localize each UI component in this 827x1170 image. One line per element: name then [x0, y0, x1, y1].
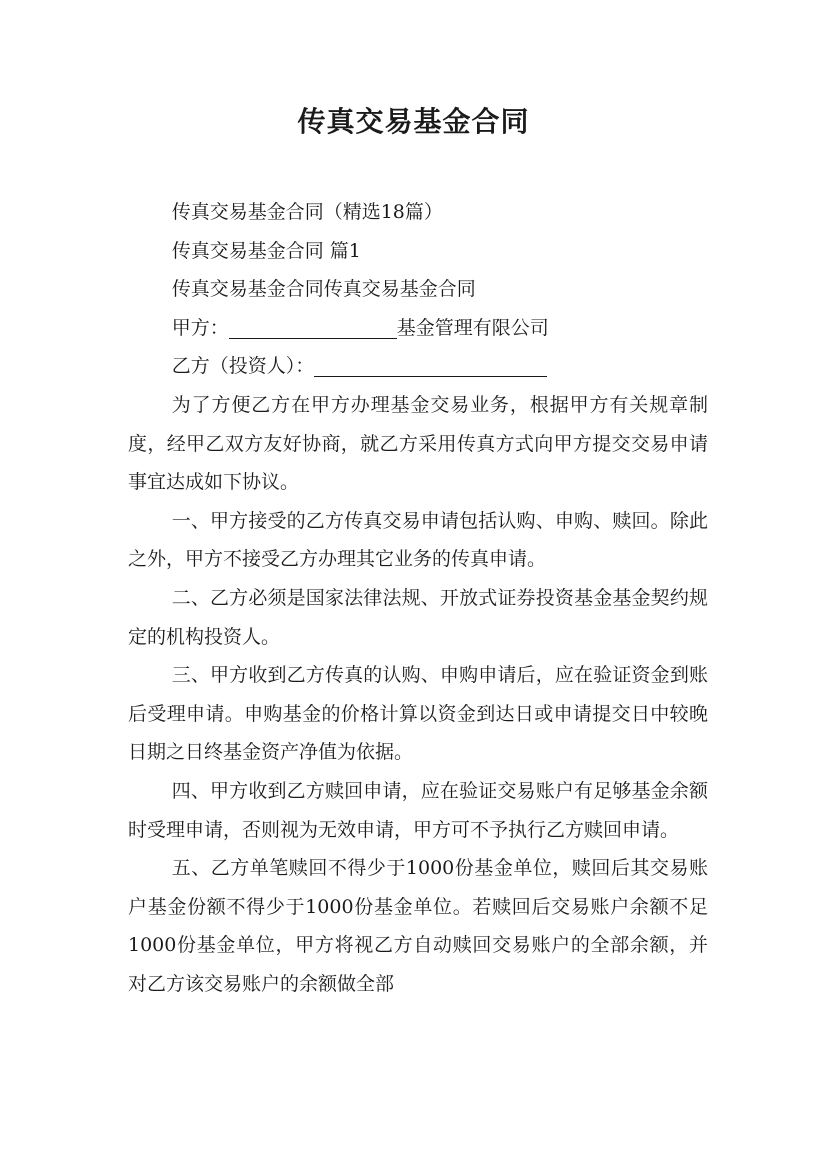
- clause-4: 四、甲方收到乙方赎回申请，应在验证交易账户有足够基金余额时受理申请，否则视为无效申请，甲方可不予执行乙方赎回申请。: [128, 779, 708, 841]
- clause-1: 一、甲方接受的乙方传真交易申请包括认购、申购、赎回。除此之外，甲方不接受乙方办理其它业务的传真申请。: [128, 509, 708, 571]
- party-a-suffix: 基金管理有限公司: [396, 316, 549, 339]
- chapter-line: 传真交易基金合同 篇1: [171, 239, 361, 262]
- clause-3: 三、甲方收到乙方传真的认购、申购申请后，应在验证资金到账后受理申请。申购基金的价格计算以资金到达日或申请提交日中较晚日期之日终基金资产净值为依据。: [128, 664, 708, 764]
- party-a-line: [128, 309, 708, 348]
- document-body: [128, 193, 708, 1003]
- party-b-label: 乙方（投资人）：: [171, 355, 315, 378]
- intro-paragraph: 为了方便乙方在甲方办理基金交易业务，根据甲方有关规章制度，经甲乙双方友好协商，就乙方采用传真方式向甲方提交交易申请事宜达成如下协议。: [128, 393, 708, 494]
- clause-2: 二、乙方必须是国家法律法规、开放式证券投资基金基金契约规定的机构投资人。: [128, 586, 708, 648]
- party-b-blank: [314, 356, 547, 377]
- party-a-blank: [229, 318, 397, 339]
- party-a-label: 甲方：: [171, 316, 229, 339]
- party-b-line: [128, 347, 708, 386]
- clause-5: 五、乙方单笔赎回不得少于1000份基金单位，赎回后其交易账户基金份额不得少于1000份基金单位。若赎回后交易账户余额不足1000份基金单位，甲方将视乙方自动赎回交易账户的全部余额，并对乙方该交易账户的余额做全部: [128, 857, 708, 995]
- subtitle-line: 传真交易基金合同（精选18篇）: [171, 201, 443, 223]
- document-title: 传真交易基金合同: [297, 105, 530, 138]
- heading-line: 传真交易基金合同传真交易基金合同: [171, 278, 476, 301]
